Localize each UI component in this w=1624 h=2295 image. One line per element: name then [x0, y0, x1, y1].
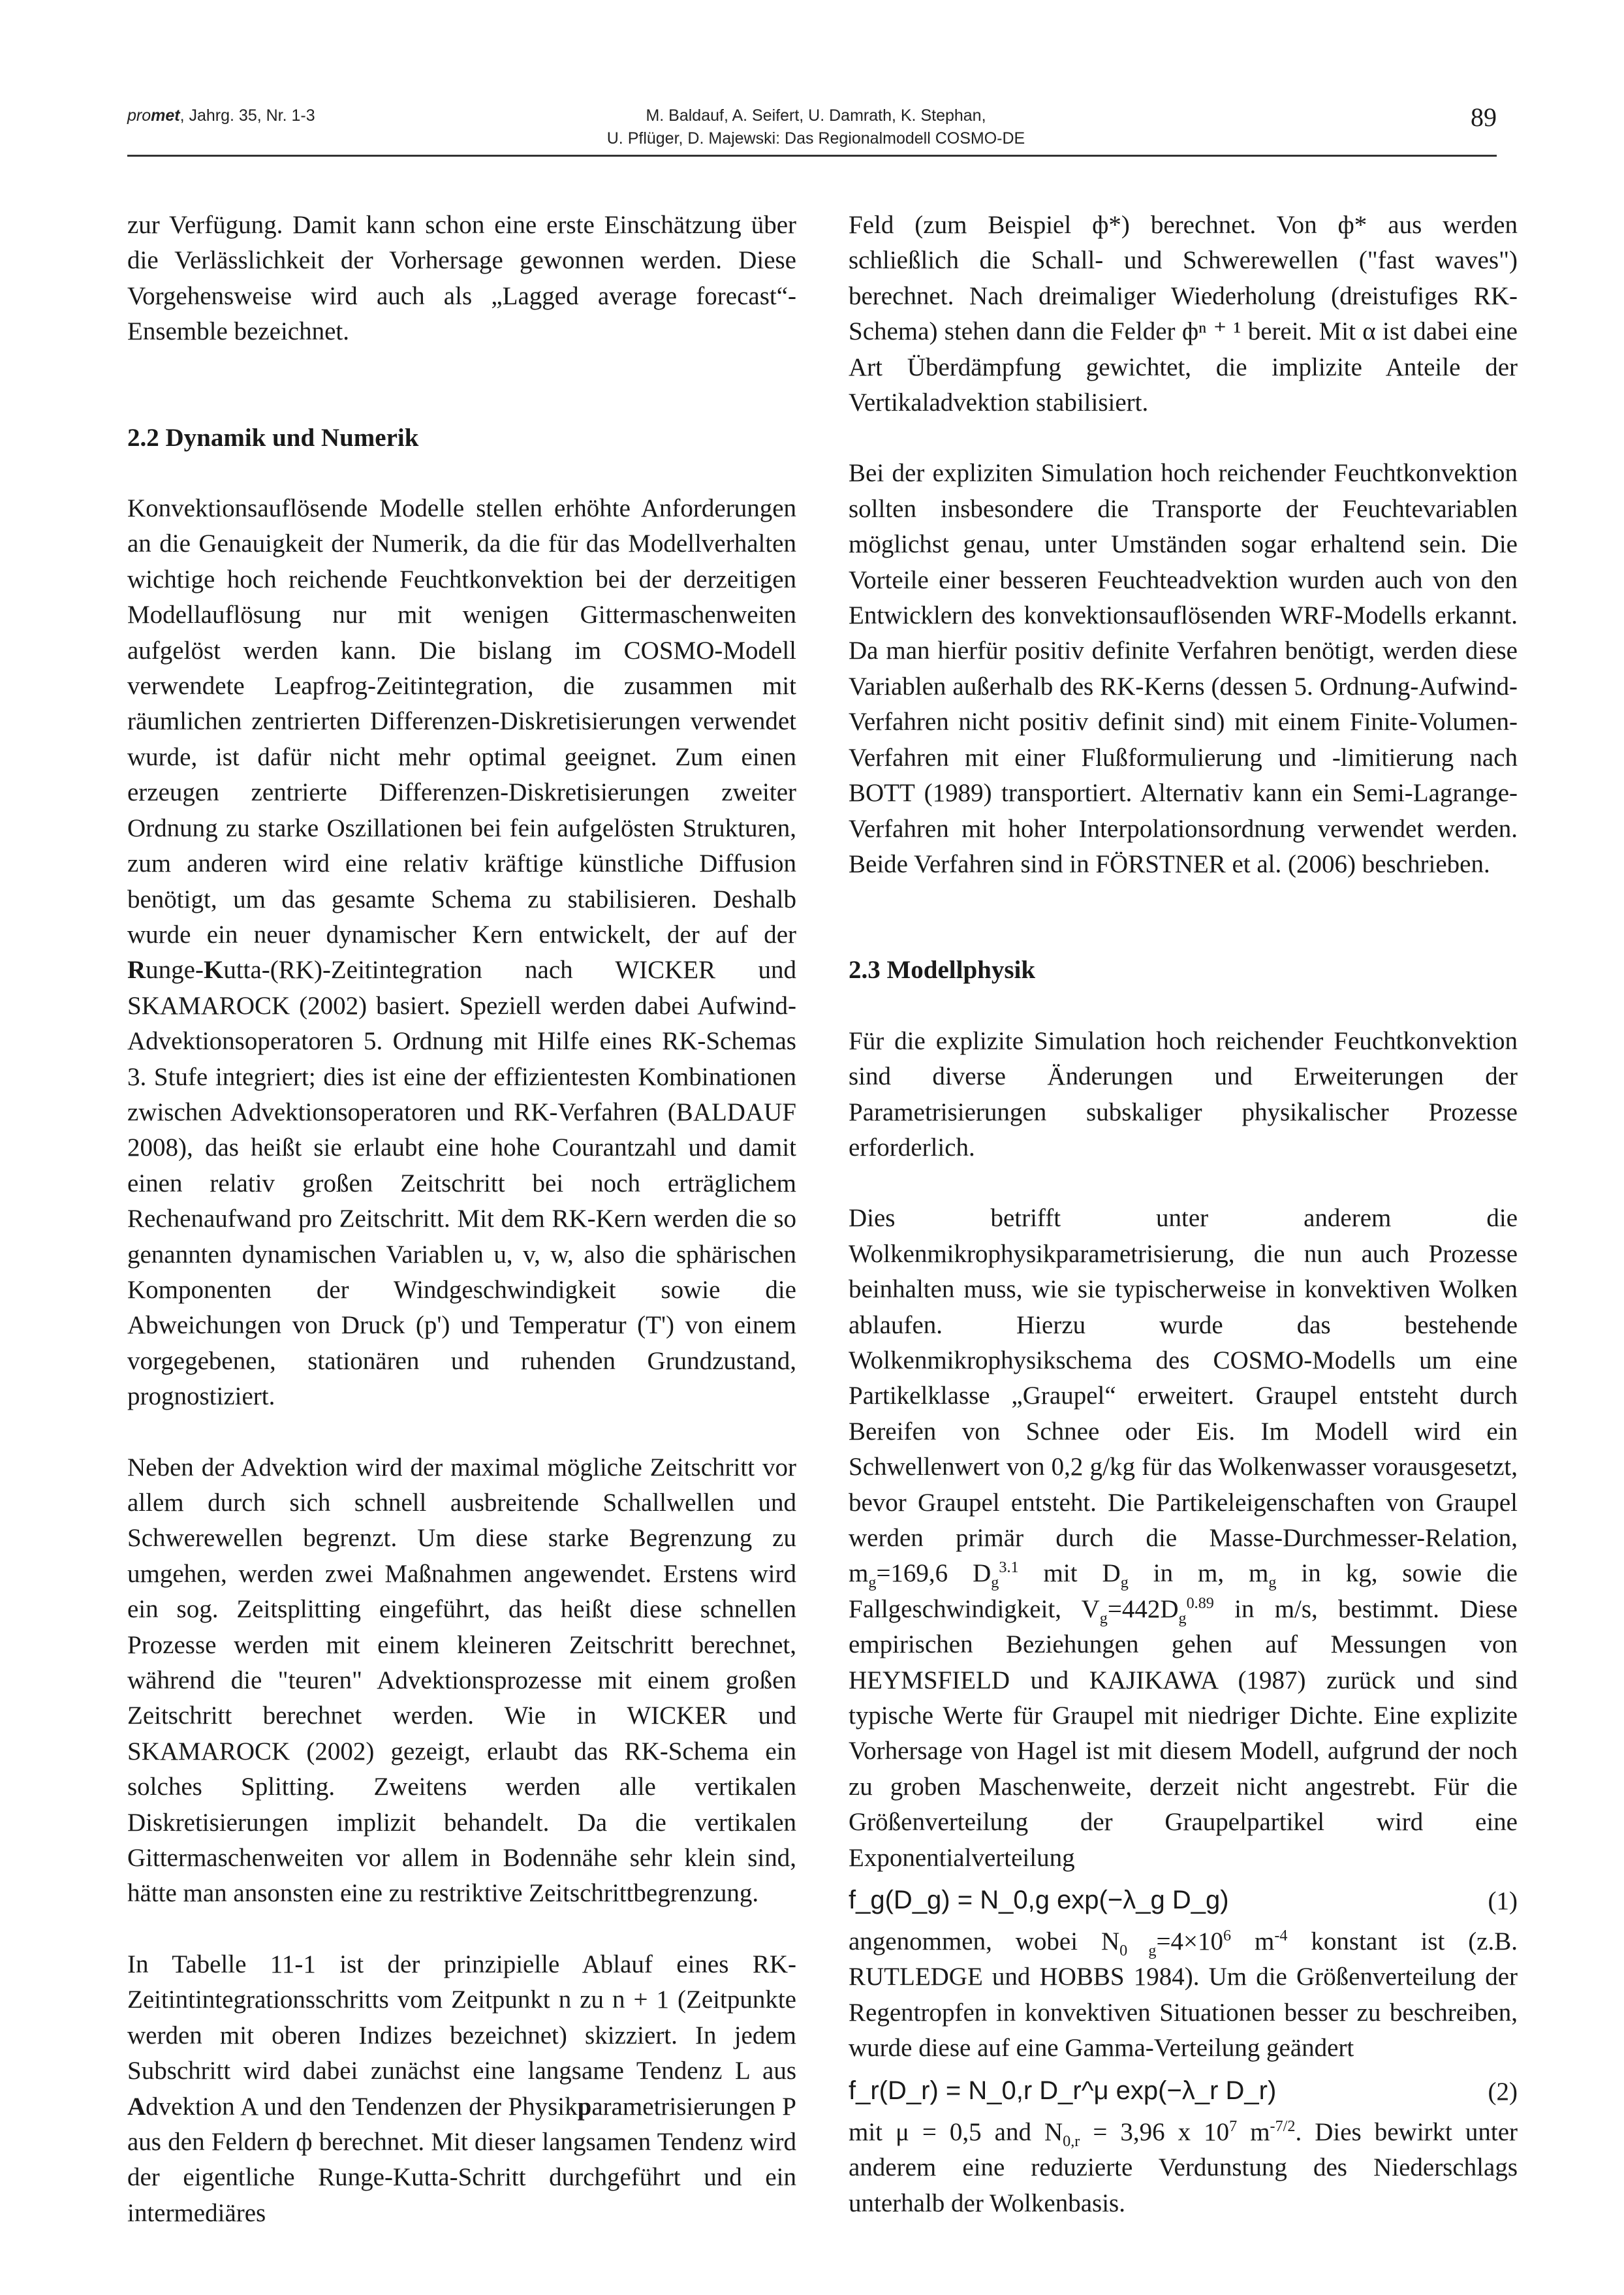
text-run: mit D — [1018, 1559, 1121, 1588]
section-heading-dynamics: 2.2 Dynamik und Numerik — [127, 423, 419, 452]
journal-name-met: met — [151, 106, 180, 125]
equation-2-number: (2) — [1488, 2077, 1518, 2106]
text-run: utta-(RK)-Zeitintegration nach WICKER und SKAMAROCK (2002) basiert. Speziell werden dabei Aufwind-Advektionsoperatoren 5. Ordnung mit Hilfe eines RK-Schemas 3. Stufe integriert; dies ist eine der effizientesten Kombinationen zwischen Advektionsoperatoren und RK-Verfahren (BALDAUF 2008), das heißt sie erlaubt eine hohe Courantzahl und damit einen relativ großen Zeitschritt bei noch erträglichem Rechenaufwand pro Zeitschritt. Mit dem RK-Kern werden die so genannten dynamischen Variablen u, v, w, also die sphärischen Komponenten der Windgeschwindigkeit sowie die Abweichungen von Druck (p') und Temperatur (T') von einem vorgegebenen, stationären und ruhenden Grundzustand, prognostiziert. — [127, 956, 796, 1411]
page-number: 89 — [1471, 103, 1497, 132]
text-run: Dies betrifft unter anderem die Wolkenmikrophysikparametrisierung, die nun auch Prozesse beinhalten muss, wie sie typischerweise in konvektiven Wolken ablaufen. Hierzu wurde das bestehende Wolkenmikrophysikschema des COSMO-Modells um eine Partikelklasse „Graupel“ erweitert. Graupel entsteht durch Bereifen von Schnee oder Eis. Im Modell wird ein Schwellenwert von 0,2 g/kg für das Wolkenwasser vorausgesetzt, bevor Graupel entsteht. Die Partikeleigenschaften von Graupel werden primär durch die Masse-Durchmesser-Relation, m — [849, 1204, 1518, 1588]
superscript: 6 — [1223, 1927, 1232, 1945]
text-run: In Tabelle 11-1 ist der prinzipielle Ablauf eines RK-Zeitintintegrationsschritts vom Zeitpunkt n zu n + 1 (Zeitpunkte werden mit oberen Indizes bezeichnet) skizziert. In jedem Subschritt wird dabei zunächst eine langsame Tendenz L aus — [127, 1950, 796, 2085]
text-run: in m/s, bestimmt. Diese empirischen Beziehungen gehen auf Messungen von HEYMSFIELD und KAJIKAWA (1987) zurück und sind typische Werte für Graupel mit niedriger Dichte. Eine explizite Vorhersage von Hagel ist mit diesem Modell, aufgrund der noch zu groben Maschenweite, derzeit nicht angestrebt. Für die Größenverteilung der Graupelpartikel wird eine Exponentialverteilung — [849, 1594, 1518, 1872]
left-column — [127, 208, 796, 2231]
paragraph-table-reference — [127, 1947, 796, 2231]
text-run: . Dies bewirkt unter anderem eine reduzierte Verdunstung des Niederschlags unterhalb der Wolkenbasis. — [849, 2117, 1518, 2217]
superscript: 7 — [1229, 2117, 1238, 2135]
journal-name-pro: pro — [127, 106, 151, 125]
subscript: 0 g — [1119, 1941, 1157, 1959]
subscript: g — [991, 1574, 999, 1592]
section-spacer — [849, 917, 1518, 953]
superscript: -7/2 — [1270, 2117, 1296, 2135]
text-run: Konvektionsauflösende Modelle stellen erhöhte Anforderungen an die Genauigkeit der Numerik, da die für das Modellverhalten wichtige hoch reichende Feuchtkonvektion bei der derzeitigen Modellauflösung nur mit wenigen Gittermaschenweiten aufgelöst werden kann. Die bislang im COSMO-Modell verwendete Leapfrog-Zeitintegration, die zusammen mit räumlichen zentrierten Differenzen-Diskretisierungen verwendet wurde, ist dafür nicht mehr optimal geeignet. Zum einen erzeugen zentrierte Differenzen-Diskretisierungen zweiter Ordnung zu starke Oszillationen bei fein aufgelösten Strukturen, zum anderen wird eine relativ kräftige künstliche Diffusion benötigt, um das gesamte Schema zu stabilisieren. Deshalb wurde ein neuer dynamischer Kern entwickelt, der auf der — [127, 494, 796, 949]
subscript: 0,r — [1063, 2132, 1080, 2150]
text-run: konstant ist (z.B. RUTLEDGE und HOBBS 1984). Um die Größenverteilung der Regentropfen in konvektiven Situationen besser zu beschreiben, wurde diese auf eine Gamma-Verteilung geändert — [849, 1927, 1518, 2063]
right-column — [849, 208, 1518, 2221]
bold-letter-p: p — [577, 2092, 592, 2121]
text-run: = 3,96 x 10 — [1080, 2117, 1230, 2146]
paragraph-intro: zur Verfügung. Damit kann schon eine erste Einschätzung über die Verlässlichkeit der Vorhersage gewonnen werden. Diese Vorgehensweise wird auch als „Lagged average forecast“-Ensemble bezeichnet. — [127, 211, 796, 346]
paragraph-physics: Für die explizite Simulation hoch reichender Feuchtkonvektion sind diverse Änderungen und Erweiterungen der Parametrisierungen subskaliger physikalischer Prozesse erforderlich. — [849, 1026, 1518, 1162]
authors-line-1: M. Baldauf, A. Seifert, U. Damrath, K. Stephan, — [646, 106, 986, 125]
authors-line-2: U. Pflüger, D. Majewski: Das Regionalmodell COSMO-DE — [606, 129, 1025, 148]
text-run: in m, m — [1128, 1559, 1269, 1588]
text-run: in kg, sowie die Fallgeschwindigkeit, V — [849, 1559, 1518, 1623]
bold-letter-a: A — [127, 2092, 146, 2121]
subscript: g — [1268, 1574, 1277, 1592]
equation-1-number: (1) — [1488, 1887, 1518, 1916]
text-run: angenommen, wobei N — [849, 1927, 1120, 1956]
header-rule — [127, 155, 1497, 157]
superscript: 0.89 — [1186, 1594, 1214, 1612]
text-run: arametrisierungen P aus den Feldern ф berechnet. Mit dieser langsamen Tendenz wird der eigentliche Runge-Kutta-Schritt durchgeführt und ein intermediäres — [127, 2092, 796, 2227]
paragraph-fast-waves: Feld (zum Beispiel ф*) berechnet. Von ф* aus werden schließlich die Schall- und Schwerewellen ("fast waves") berechnet. Nach dreimaliger Wiederholung (dreistufiges RK-Schema) stehen dann die Felder фⁿ ⁺ ¹ bereit. Mit α ist dabei eine Art Überdämpfung gewichtet, die implizite Anteile der Vertikaladvektion stabilisiert. — [849, 211, 1518, 417]
superscript: -4 — [1274, 1927, 1288, 1945]
text-run: dvektion A und den Tendenzen der Physik — [146, 2092, 578, 2121]
running-header-authors — [571, 104, 1061, 150]
subscript: g — [1120, 1574, 1129, 1592]
text-run: m — [1231, 1927, 1275, 1956]
paragraph-dynamics — [127, 491, 796, 1415]
equation-2 — [849, 2069, 1518, 2113]
superscript: 3.1 — [999, 1559, 1019, 1577]
subscript: g — [1099, 1609, 1108, 1627]
section-heading-physics: 2.3 Modellphysik — [849, 956, 1036, 985]
journal-volume: , Jahrg. 35, Nr. 1-3 — [180, 106, 315, 125]
bold-letter-r: R — [127, 956, 146, 985]
text-run: =442D — [1107, 1594, 1179, 1623]
subscript: g — [1178, 1609, 1187, 1627]
subscript: g — [868, 1574, 877, 1592]
equation-1 — [849, 1878, 1518, 1923]
paragraph-advection: Neben der Advektion wird der maximal mögliche Zeitschritt vor allem durch sich schnell ausbreitende Schallwellen und Schwerewellen begrenzt. Um diese starke Begrenzung zu umgehen, werden zwei Maßnahmen angewendet. Erstens wird ein sog. Zeitsplitting eingeführt, das heißt diese schnellen Prozesse werden mit einem kleineren Zeitschritt berechnet, während die "teuren" Advektionsprozesse mit einem großen Zeitschritt berechnet werden. Wie in WICKER und SKAMAROCK (2002) gezeigt, erlaubt das RK-Schema ein solches Splitting. Zweitens werden alle vertikalen Diskretisierungen implizit behandelt. Da die vertikalen Gittermaschenweiten vor allem in Bodennähe sehr klein sind, hätte man ansonsten eine zu restriktive Zeitschrittbegrenzung. — [127, 1453, 796, 1908]
paragraph-microphysics — [849, 1201, 1518, 1876]
equation-1-formula: f_g(D_g) = N_0,g exp(−λ_g D_g) — [849, 1886, 1229, 1915]
text-run: mit μ = 0,5 and N — [849, 2117, 1063, 2146]
text-run: =4×10 — [1156, 1927, 1223, 1956]
section-spacer — [127, 385, 796, 420]
text-run: m — [1237, 2117, 1270, 2146]
running-header-journal — [127, 104, 315, 127]
text-run: =169,6 D — [876, 1559, 992, 1588]
bold-letter-k: K — [203, 956, 224, 985]
paragraph-exponential — [849, 1924, 1518, 2066]
paragraph-moisture-transport: Bei der expliziten Simulation hoch reichender Feuchtkonvektion sollten insbesondere die Transporte der Feuchtevariablen möglichst genau, unter Umständen sogar erhaltend sein. Die Vorteile einer besseren Feuchteadvektion wurden auch von den Entwicklern des konvektionsauflösenden WRF-Modells erkannt. Da man hierfür positiv definite Verfahren benötigt, werden diese Variablen außerhalb des RK-Kerns (dessen 5. Ordnung-Aufwind-Verfahren nicht positiv definit sind) mit einem Finite-Volumen-Verfahren mit einer Flußformulierung und -limitierung nach BOTT (1989) transportiert. Alternativ kann ein Semi-Lagrange-Verfahren mit hoher Interpolationsordnung verwendet werden. Beide Verfahren sind in FÖRSTNER et al. (2006) beschrieben. — [849, 459, 1518, 878]
text-run: unge- — [146, 956, 204, 985]
equation-2-formula: f_r(D_r) = N_0,r D_r^μ exp(−λ_r D_r) — [849, 2076, 1277, 2105]
paragraph-gamma — [849, 2115, 1518, 2221]
